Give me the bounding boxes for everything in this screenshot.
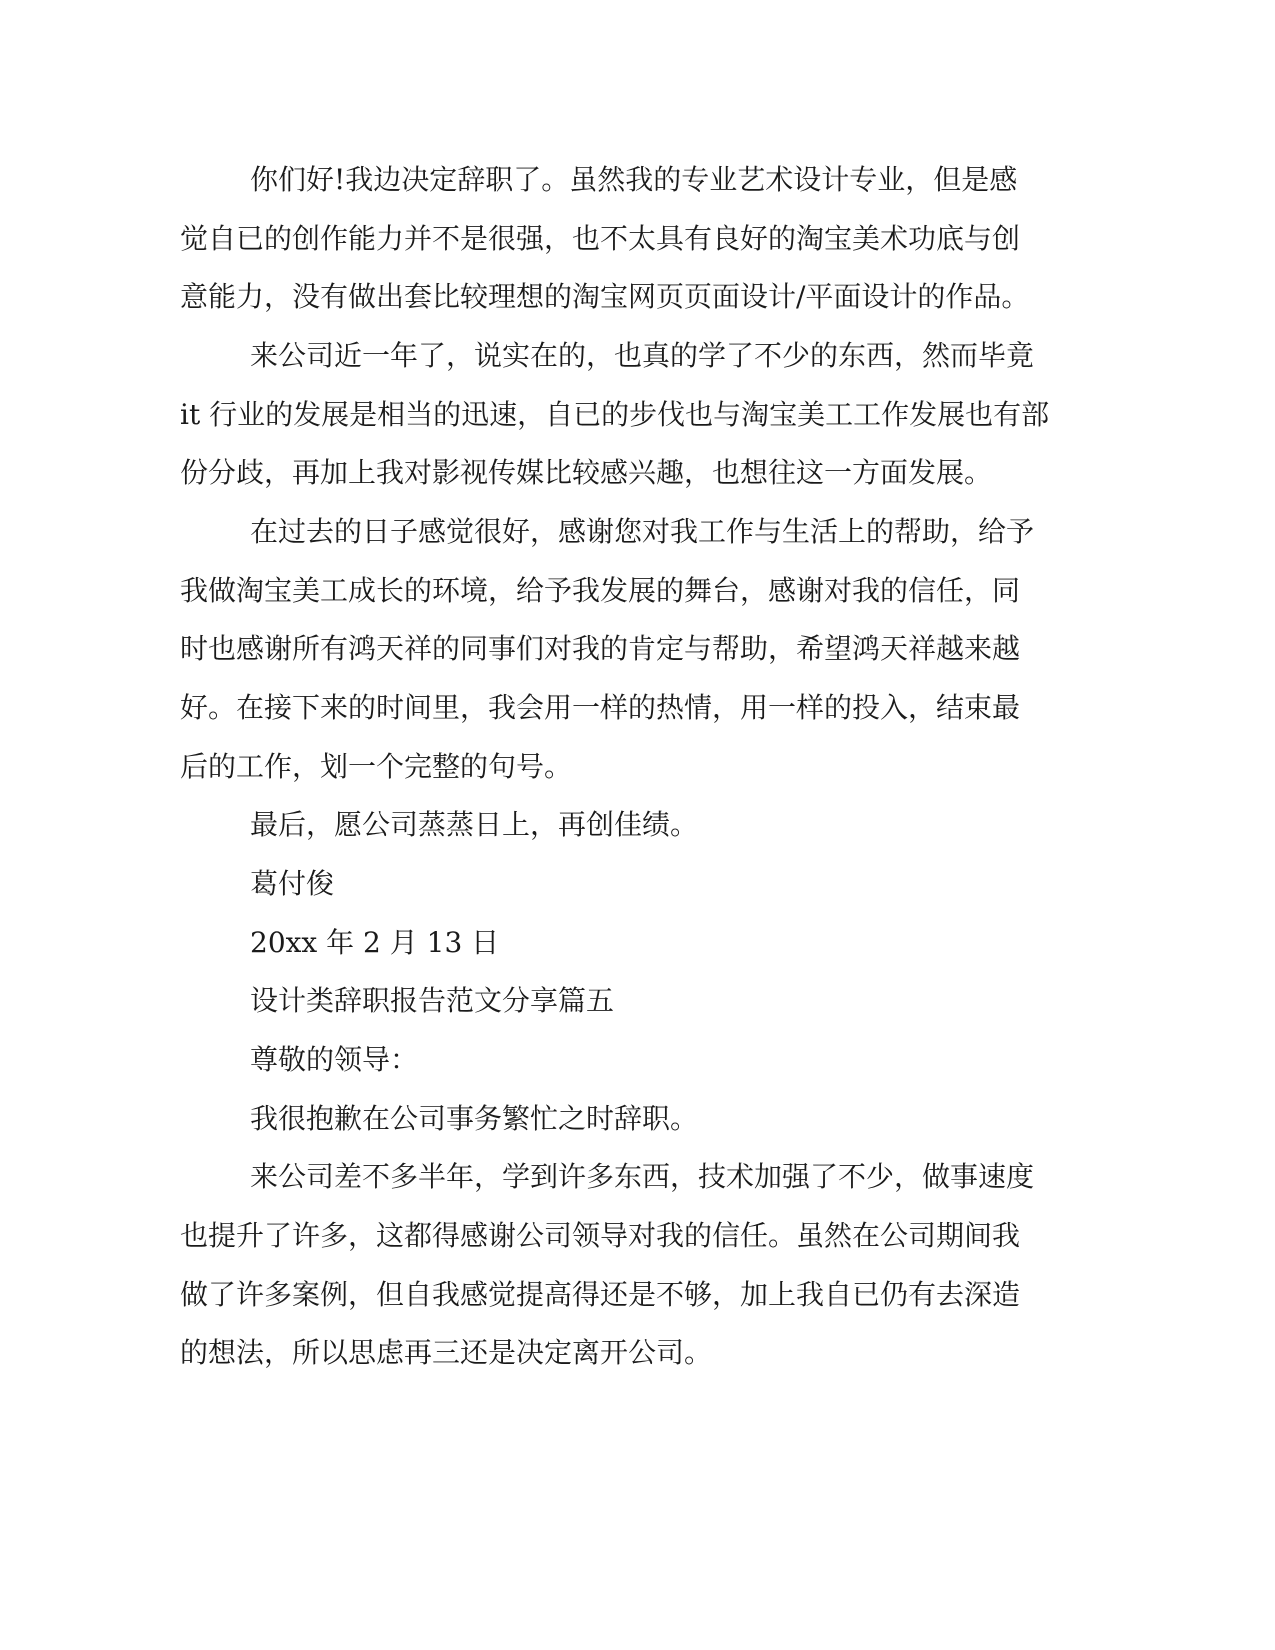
paragraph-4-line-1: 我很抱歉在公司事务繁忙之时辞职。: [250, 1102, 699, 1135]
paragraph-1-line-3: 意能力，没有做出套比较理想的淘宝网页页面设计/平面设计的作品。: [180, 280, 1030, 313]
paragraph-1-line-1: 你们好!我边决定辞职了。虽然我的专业艺术设计专业，但是感: [250, 163, 1018, 196]
signature-name: 葛付俊: [250, 867, 335, 900]
paragraph-3-line-4: 好。在接下来的时间里，我会用一样的热情，用一样的投入，结束最: [180, 691, 1021, 724]
paragraph-3-line-2: 我做淘宝美工成长的环境，给予我发展的舞台，感谢对我的信任，同: [180, 574, 1021, 607]
salutation: 尊敬的领导：: [250, 1043, 419, 1076]
paragraph-3-line-5: 后的工作，划一个完整的句号。: [180, 750, 573, 783]
paragraph-5-line-1: 来公司差不多半年，学到许多东西，技术加强了不少，做事速度: [250, 1160, 1035, 1193]
paragraph-2-line-3: 份分歧，再加上我对影视传媒比较感兴趣，也想往这一方面发展。: [180, 456, 993, 489]
paragraph-5-line-3: 做了许多案例，但自我感觉提高得还是不够，加上我自已仍有去深造: [180, 1278, 1021, 1311]
paragraph-3-line-3: 时也感谢所有鸿天祥的同事们对我的肯定与帮助，希望鸿天祥越来越: [180, 632, 1021, 665]
paragraph-5-line-4: 的想法，所以思虑再三还是决定离开公司。: [180, 1336, 713, 1369]
paragraph-5-line-2: 也提升了许多，这都得感谢公司领导对我的信任。虽然在公司期间我: [180, 1219, 1021, 1252]
closing-wish: 最后，愿公司蒸蒸日上，再创佳绩。: [250, 808, 699, 841]
section-title: 设计类辞职报告范文分享篇五: [250, 984, 615, 1017]
paragraph-1-line-2: 觉自已的创作能力并不是很强，也不太具有良好的淘宝美术功底与创: [180, 222, 1021, 255]
signature-date: 20xx 年 2 月 13 日: [250, 926, 500, 959]
paragraph-2-line-1: 来公司近一年了，说实在的，也真的学了不少的东西，然而毕竟: [250, 339, 1035, 372]
paragraph-2-line-2: it 行业的发展是相当的迅速，自已的步伐也与淘宝美工工作发展也有部: [180, 398, 1050, 431]
paragraph-3-line-1: 在过去的日子感觉很好，感谢您对我工作与生活上的帮助，给予: [250, 515, 1035, 548]
